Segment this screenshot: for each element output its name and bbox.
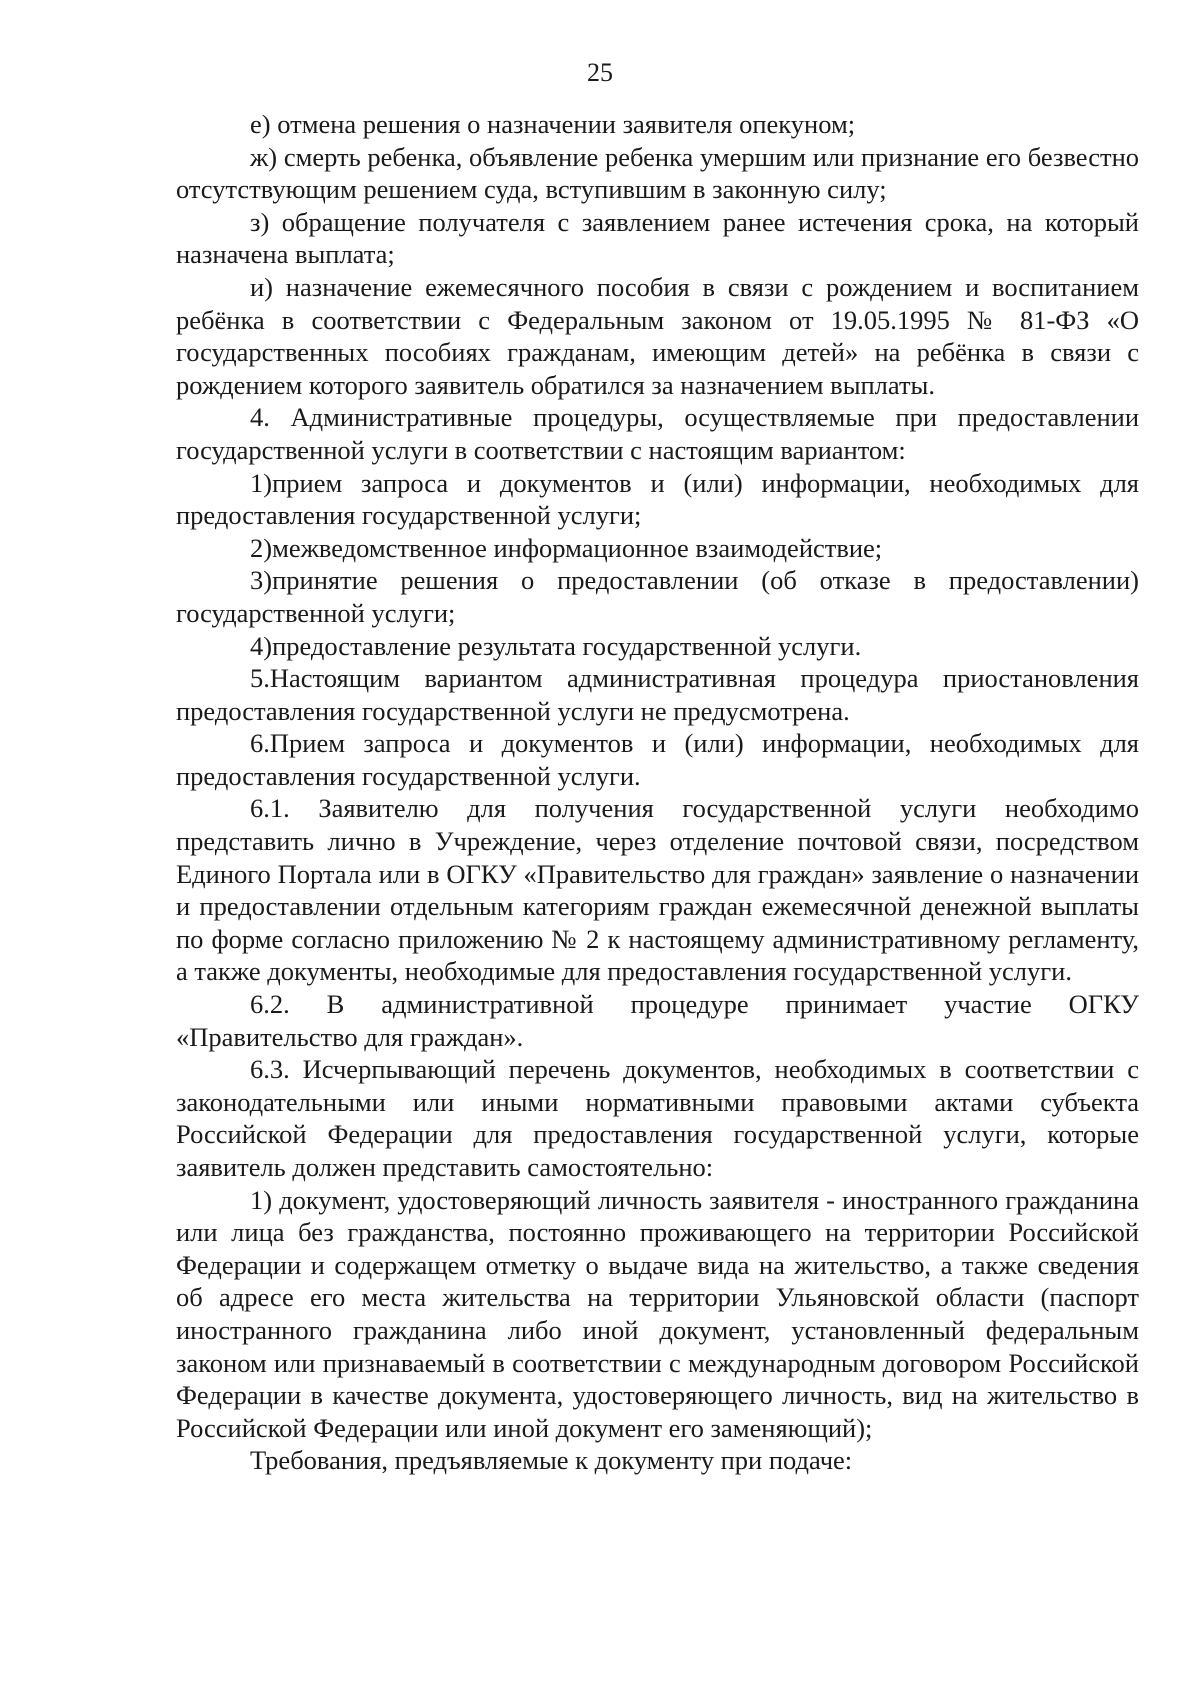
paragraph-i: и) назначение ежемесячного пособия в связи с рождением и воспитанием ребёнка в соответствии с Федеральным законом от 19.05.1995 № 81-ФЗ «О государственных пособиях гражданам, имеющим детей» на ребёнка в связи с рождением которого заявитель обратился за назначением выплаты. (176, 271, 1139, 400)
paragraph-6-2: 6.2. В административной процедуре принимает участие ОГКУ «Правительство для граждан». (176, 989, 1139, 1052)
paragraph-zh: ж) смерть ребенка, объявление ребенка умершим или признание его безвестно отсутствующим решением суда, вступившим в законную силу; (176, 141, 1139, 205)
requirements-heading: Требования, предъявляемые к документу при подаче: (250, 1445, 853, 1476)
paragraph-5: 5.Настоящим вариантом административная процедура приостановления предоставления государственной услуги не предусмотрена. (176, 663, 1139, 726)
procedure-item-3: 3)принятие решения о предоставлении (об отказе в предоставлении) государственной услуги; (176, 565, 1139, 628)
procedure-item-2: 2)межведомственное информационное взаимодействие; (250, 532, 883, 563)
paragraph-z: з) обращение получателя с заявлением ранее истечения срока, на который назначена выплата; (176, 206, 1139, 270)
procedure-item-1: 1)прием запроса и документов и (или) информации, необходимых для предоставления государственной услуги; (176, 467, 1139, 531)
document-body (176, 108, 1139, 1477)
paragraph-6-3: 6.3. Исчерпывающий перечень документов, необходимых в соответствии с законодательными или иными нормативными правовыми актами субъекта Российской Федерации для предоставления государственной услуги, которые заявитель должен представить самостоятельно: (176, 1054, 1139, 1182)
paragraph-e: е) отмена решения о назначении заявителя опекуном; (250, 109, 856, 139)
paragraph-6: 6.Прием запроса и документов и (или) информации, необходимых для предоставления государственной услуги. (176, 728, 1139, 791)
paragraph-4-procedures: 4. Административные процедуры, осуществляемые при предоставлении государственной услуги в соответствии с настоящим вариантом: (176, 402, 1139, 465)
page-number: 25 (587, 58, 613, 87)
document-item-1: 1) документ, удостоверяющий личность заявителя - иностранного гражданина или лица без гражданства, постоянно проживающего на территории Российской Федерации и содержащем отметку о выдаче вида на жительство, а также сведения об адресе его места жительства на территории Ульяновской области (паспорт иностранного гражданина либо иной документ, установленный федеральным законом или признаваемый в соответствии с международным договором Российской Федерации в качестве документа, удостоверяющего личность, вид на жительство в Российской Федерации или иной документ его заменяющий); (176, 1184, 1139, 1443)
procedure-item-4: 4)предоставление результата государственной услуги. (250, 630, 862, 661)
paragraph-6-1: 6.1. Заявителю для получения государственной услуги необходимо представить лично в Учреждение, через отделение почтовой связи, посредством Единого Портала или в ОГКУ «Правительство для граждан» заявление о назначении и предоставлении отдельным категориям граждан ежемесячной денежной выплаты по форме согласно приложению № 2 к настоящему административному регламенту, а также документы, необходимые для предоставления государственной услуги. (176, 793, 1139, 987)
